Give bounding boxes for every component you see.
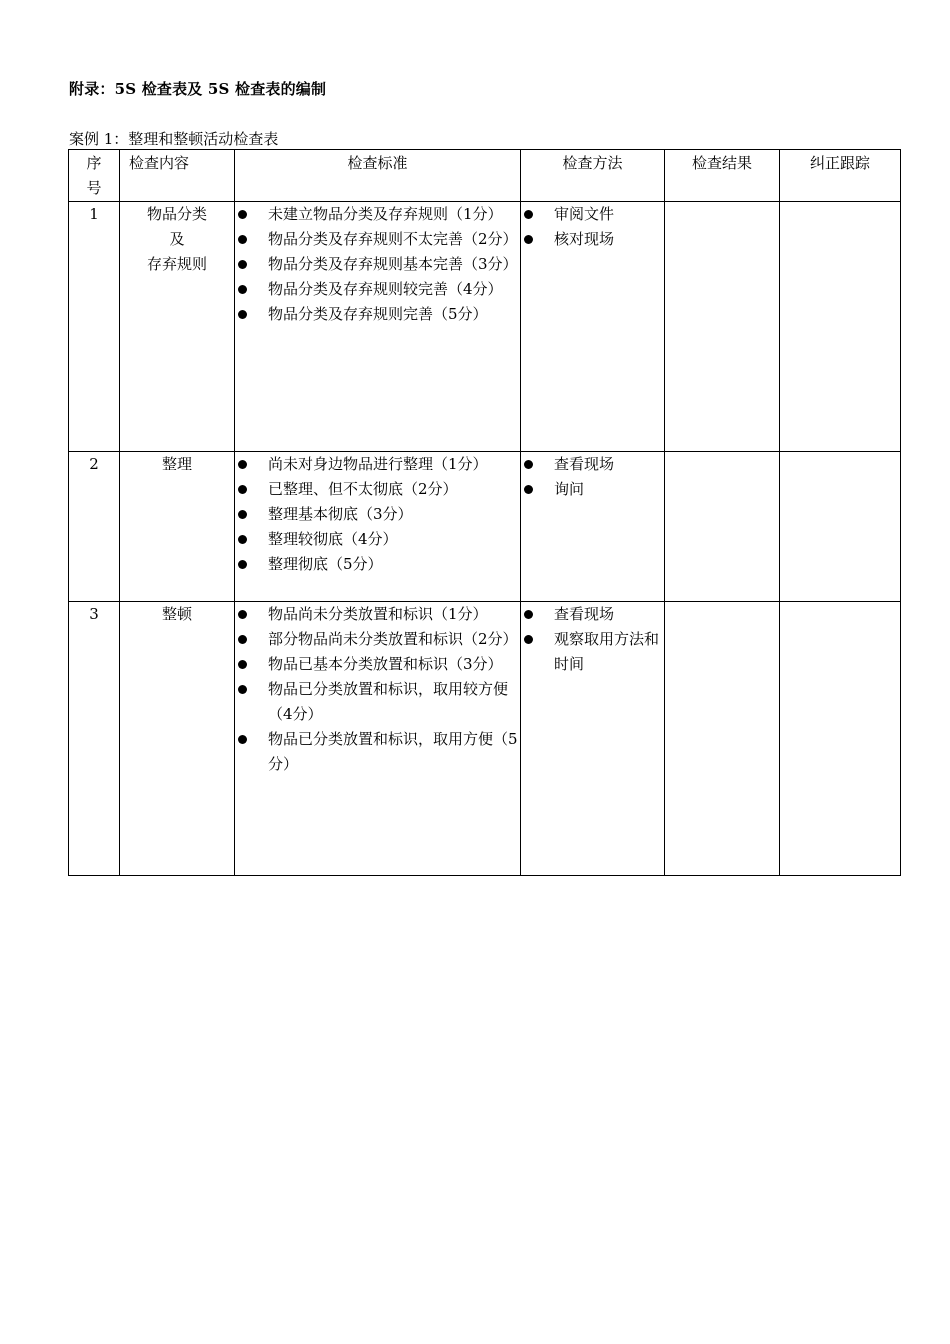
- method-item: 观察取用方法和时间: [521, 627, 664, 677]
- row-number: 3: [69, 602, 120, 876]
- bullet-icon: [238, 260, 247, 269]
- bullet-icon: [238, 485, 247, 494]
- method-item: 查看现场: [521, 602, 664, 627]
- check-item-line: 物品分类: [146, 205, 207, 223]
- method-cell: [521, 602, 665, 876]
- bullet-icon: [524, 235, 533, 244]
- bullet-icon: [238, 535, 247, 544]
- standard-item: 物品分类及存弃规则基本完善（3分）: [235, 252, 520, 277]
- method-item: 询问: [521, 477, 664, 502]
- standard-item: 物品分类及存弃规则较完善（4分）: [235, 277, 520, 302]
- result-cell: [665, 452, 780, 602]
- header-item: 检查内容: [120, 150, 235, 202]
- check-item: [120, 452, 235, 602]
- bullet-icon: [238, 460, 247, 469]
- bullet-icon: [238, 635, 247, 644]
- check-item-line: 整理: [161, 455, 192, 473]
- inspection-table: [68, 149, 901, 876]
- standard-cell: [235, 602, 521, 876]
- standard-item: 已整理、但不太彻底（2分）: [235, 477, 520, 502]
- bullet-icon: [238, 660, 247, 669]
- bullet-icon: [238, 210, 247, 219]
- result-cell: [665, 202, 780, 452]
- tracking-cell: [780, 202, 901, 452]
- method-item: 审阅文件: [521, 202, 664, 227]
- table-row: [69, 602, 901, 876]
- header-result: 检查结果: [665, 150, 780, 202]
- bullet-icon: [238, 310, 247, 319]
- check-item: [120, 202, 235, 452]
- standard-cell: [235, 202, 521, 452]
- check-item: [120, 602, 235, 876]
- standard-item: 整理彻底（5分）: [235, 552, 520, 577]
- standard-item: 物品已分类放置和标识，取用方便（5分）: [235, 727, 520, 777]
- method-item: 查看现场: [521, 452, 664, 477]
- check-item-line: 整顿: [161, 605, 192, 623]
- bullet-icon: [238, 610, 247, 619]
- method-list: [521, 602, 664, 677]
- standard-item: 整理较彻底（4分）: [235, 527, 520, 552]
- standard-item: 物品已分类放置和标识，取用较方便（4分）: [235, 677, 520, 727]
- bullet-icon: [238, 735, 247, 744]
- standard-item: 未建立物品分类及存弃规则（1分）: [235, 202, 520, 227]
- row-number: 1: [69, 202, 120, 452]
- check-item-line: 存弃规则: [146, 255, 207, 273]
- bullet-icon: [238, 560, 247, 569]
- table-caption: 案例 1：整理和整顿活动检查表: [69, 130, 279, 148]
- standard-item: 整理基本彻底（3分）: [235, 502, 520, 527]
- standard-item: 物品分类及存弃规则不太完善（2分）: [235, 227, 520, 252]
- bullet-icon: [238, 285, 247, 294]
- method-list: [521, 452, 664, 502]
- bullet-icon: [524, 210, 533, 219]
- header-standard: 检查标准: [235, 150, 521, 202]
- bullet-icon: [238, 510, 247, 519]
- standard-list: [235, 602, 520, 777]
- appendix-heading: 附录：5S 检查表及 5S 检查表的编制: [69, 80, 327, 98]
- table-row: [69, 202, 901, 452]
- standard-cell: [235, 452, 521, 602]
- standard-item: 部分物品尚未分类放置和标识（2分）: [235, 627, 520, 652]
- standard-list: [235, 202, 520, 327]
- row-number: 2: [69, 452, 120, 602]
- method-cell: [521, 202, 665, 452]
- standard-item: 尚未对身边物品进行整理（1分）: [235, 452, 520, 477]
- check-item-line: 及: [169, 230, 185, 248]
- standard-item: 物品已基本分类放置和标识（3分）: [235, 652, 520, 677]
- header-no: 序号: [69, 150, 120, 202]
- bullet-icon: [524, 485, 533, 494]
- method-item: 核对现场: [521, 227, 664, 252]
- bullet-icon: [238, 235, 247, 244]
- standard-item: 物品尚未分类放置和标识（1分）: [235, 602, 520, 627]
- tracking-cell: [780, 452, 901, 602]
- bullet-icon: [524, 610, 533, 619]
- header-row: [69, 150, 901, 202]
- standard-list: [235, 452, 520, 577]
- result-cell: [665, 602, 780, 876]
- method-cell: [521, 452, 665, 602]
- header-tracking: 纠正跟踪: [780, 150, 901, 202]
- bullet-icon: [524, 635, 533, 644]
- bullet-icon: [524, 460, 533, 469]
- tracking-cell: [780, 602, 901, 876]
- standard-item: 物品分类及存弃规则完善（5分）: [235, 302, 520, 327]
- header-method: 检查方法: [521, 150, 665, 202]
- bullet-icon: [238, 685, 247, 694]
- table-row: [69, 452, 901, 602]
- method-list: [521, 202, 664, 252]
